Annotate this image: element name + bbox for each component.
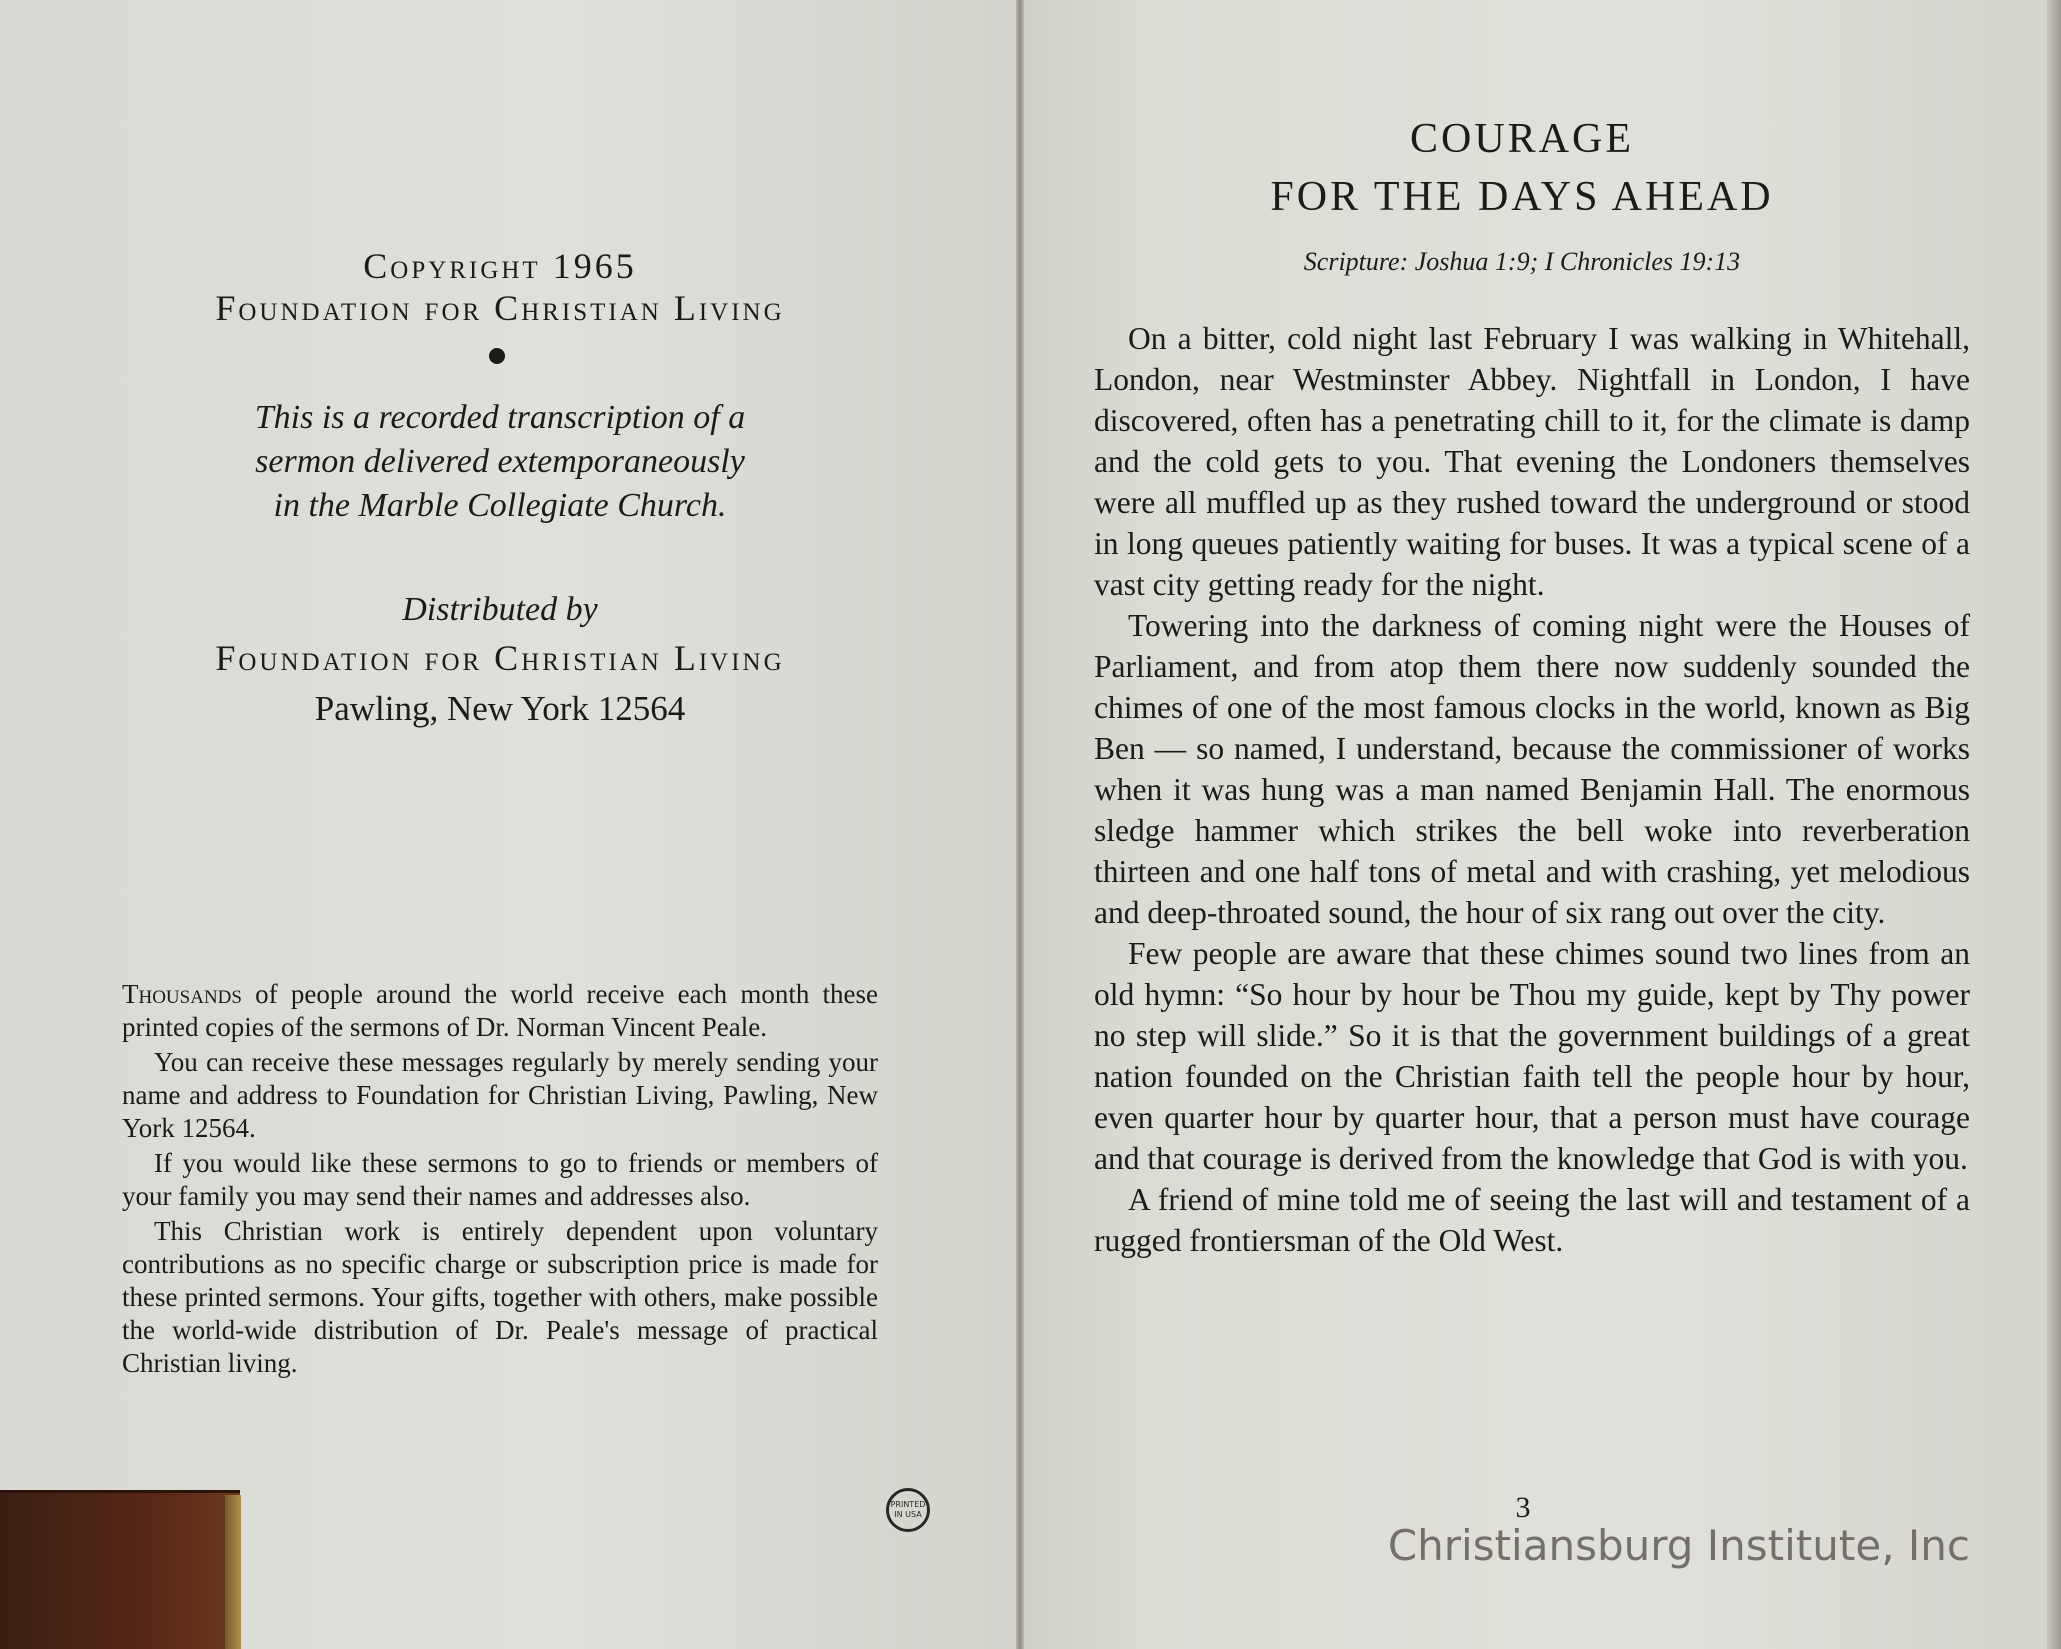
sermon-title: [1122, 110, 1922, 226]
body-paragraph-2: Towering into the darkness of coming night were the Houses of Parliament, and from atop them there now suddenly sounded the chimes of one of the most famous clocks in the world, known as Big Ben — so named, I understand, because the commissioner of works when it was hung was a man named Benjamin Hall. The enormous sledge hammer which strikes the bell woke into reverberation thirteen and one half tons of metal and with crashing, yet melodious and deep-throated sound, the hour of six rang out over the city.: [1094, 608, 1970, 930]
notice-lead-word: Thousands: [122, 979, 242, 1009]
page-edge: [2047, 0, 2061, 1649]
copyright-line: Copyright 1965: [363, 246, 637, 286]
notice-paragraph-3: If you would like these sermons to go to friends or members of your family you may send their names and addresses also.: [122, 1148, 878, 1211]
page-number: 3: [1515, 1491, 1531, 1524]
subscription-notice: [122, 978, 878, 1382]
transcription-line-2: sermon delivered extemporaneously: [255, 443, 745, 480]
transcription-note: [130, 396, 870, 528]
distributor-name: Foundation for Christian Living: [215, 638, 785, 678]
notice-paragraph-2: You can receive these messages regularly by merely sending your name and address to Foundation for Christian Living, Pawling, New York 12564.: [122, 1047, 878, 1143]
body-paragraph-3: Few people are aware that these chimes sound two lines from an old hymn: “So hour by hour be Thou my guide, kept by Thy power no step will slide.” So it is that the government buildings of a great nation founded on the Christian faith tell the people hour by hour, even quarter hour by quarter hour, that a person must have courage and that courage is derived from the knowledge that God is with you.: [1094, 936, 1970, 1176]
bullet-separator: [489, 348, 505, 364]
body-paragraph-4: A friend of mine told me of seeing the last will and testament of a rugged frontiersman of the Old West.: [1094, 1182, 1970, 1258]
distributed-by: Distributed by: [402, 591, 598, 628]
book-gutter: [1016, 0, 1024, 1649]
printed-in-usa-seal-icon: PRINTED IN USA: [886, 1488, 930, 1532]
transcription-line-1: This is a recorded transcription of a: [254, 399, 746, 436]
sermon-body: [1094, 318, 1970, 1261]
sermon-title-line-2: FOR THE DAYS AHEAD: [1270, 174, 1774, 220]
scripture-reference: Scripture: Joshua 1:9; I Chronicles 19:13: [1303, 247, 1741, 276]
notice-paragraph-4: This Christian work is entirely dependent upon voluntary contributions as no specific charge or subscription price is made for these printed sermons. Your gifts, together with others, make possible the world-wide distribution of Dr. Peale's message of practical Christian living.: [122, 1216, 878, 1378]
body-paragraph-1: On a bitter, cold night last February I was walking in Whitehall, London, near Westminster Abbey. Nightfall in London, I have discovered, often has a penetrating chill to it, for the climate is damp and the cold gets to you. That evening the Londoners themselves were all muffled up as they rushed toward the underground or stood in long queues patiently waiting for buses. It was a typical scene of a vast city getting ready for the night.: [1094, 321, 1970, 602]
wooden-block-edge: [225, 1495, 241, 1649]
distributor-address: Pawling, New York 12564: [314, 689, 686, 728]
watermark: Christiansburg Institute, Inc: [1387, 1521, 1970, 1570]
foundation-name: Foundation for Christian Living: [215, 288, 785, 328]
notice-paragraph-1-text: of people around the world receive each month these printed copies of the sermons of Dr. Norman Vincent Peale.: [122, 979, 878, 1042]
transcription-line-3: in the Marble Collegiate Church.: [273, 487, 727, 524]
copyright-block: [100, 245, 900, 329]
notice-paragraph-1: [122, 978, 878, 1044]
wooden-block: [0, 1490, 240, 1649]
sermon-title-line-1: COURAGE: [1409, 116, 1634, 162]
